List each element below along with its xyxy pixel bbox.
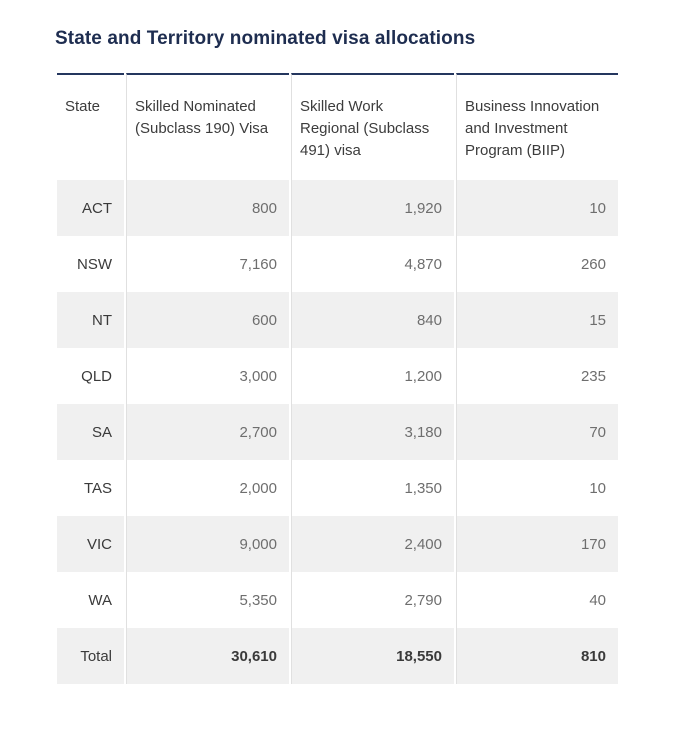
value-cell: 1,200 xyxy=(291,348,454,404)
table-header xyxy=(57,73,618,180)
visa-allocations-table xyxy=(55,73,620,684)
table-row-qld xyxy=(57,348,618,404)
state-cell: VIC xyxy=(57,516,124,572)
table-row-wa xyxy=(57,572,618,628)
value-cell: 3,000 xyxy=(126,348,289,404)
page-title: State and Territory nominated visa allocations xyxy=(55,28,476,49)
state-cell: TAS xyxy=(57,460,124,516)
value-cell: 9,000 xyxy=(126,516,289,572)
value-cell: 260 xyxy=(456,236,618,292)
table-row-vic xyxy=(57,516,618,572)
value-cell: 10 xyxy=(456,460,618,516)
total-row xyxy=(57,628,618,684)
value-cell: 5,350 xyxy=(126,572,289,628)
header-row xyxy=(57,73,618,180)
value-cell: 2,400 xyxy=(291,516,454,572)
value-cell: 70 xyxy=(456,404,618,460)
value-cell: 15 xyxy=(456,292,618,348)
state-cell: SA xyxy=(57,404,124,460)
total-value-cell: 810 xyxy=(456,628,618,684)
column-header-biip: Business Innovation and Investment Program (BIIP) xyxy=(456,73,618,180)
value-cell: 4,870 xyxy=(291,236,454,292)
column-header-subclass-190: Skilled Nominated (Subclass 190) Visa xyxy=(126,73,289,180)
value-cell: 600 xyxy=(126,292,289,348)
value-cell: 170 xyxy=(456,516,618,572)
state-cell: WA xyxy=(57,572,124,628)
total-label-cell: Total xyxy=(57,628,124,684)
value-cell: 1,920 xyxy=(291,180,454,236)
state-cell: QLD xyxy=(57,348,124,404)
total-value-cell: 18,550 xyxy=(291,628,454,684)
table-row-sa xyxy=(57,404,618,460)
value-cell: 40 xyxy=(456,572,618,628)
table-row-tas xyxy=(57,460,618,516)
value-cell: 7,160 xyxy=(126,236,289,292)
column-header-state: State xyxy=(57,73,124,180)
value-cell: 10 xyxy=(456,180,618,236)
value-cell: 1,350 xyxy=(291,460,454,516)
column-header-subclass-491: Skilled Work Regional (Subclass 491) visa xyxy=(291,73,454,180)
state-cell: NT xyxy=(57,292,124,348)
table-row-act xyxy=(57,180,618,236)
value-cell: 800 xyxy=(126,180,289,236)
value-cell: 3,180 xyxy=(291,404,454,460)
state-cell: ACT xyxy=(57,180,124,236)
value-cell: 2,700 xyxy=(126,404,289,460)
table-row-nt xyxy=(57,292,618,348)
value-cell: 840 xyxy=(291,292,454,348)
state-cell: NSW xyxy=(57,236,124,292)
value-cell: 2,790 xyxy=(291,572,454,628)
value-cell: 2,000 xyxy=(126,460,289,516)
value-cell: 235 xyxy=(456,348,618,404)
total-value-cell: 30,610 xyxy=(126,628,289,684)
table-row-nsw xyxy=(57,236,618,292)
